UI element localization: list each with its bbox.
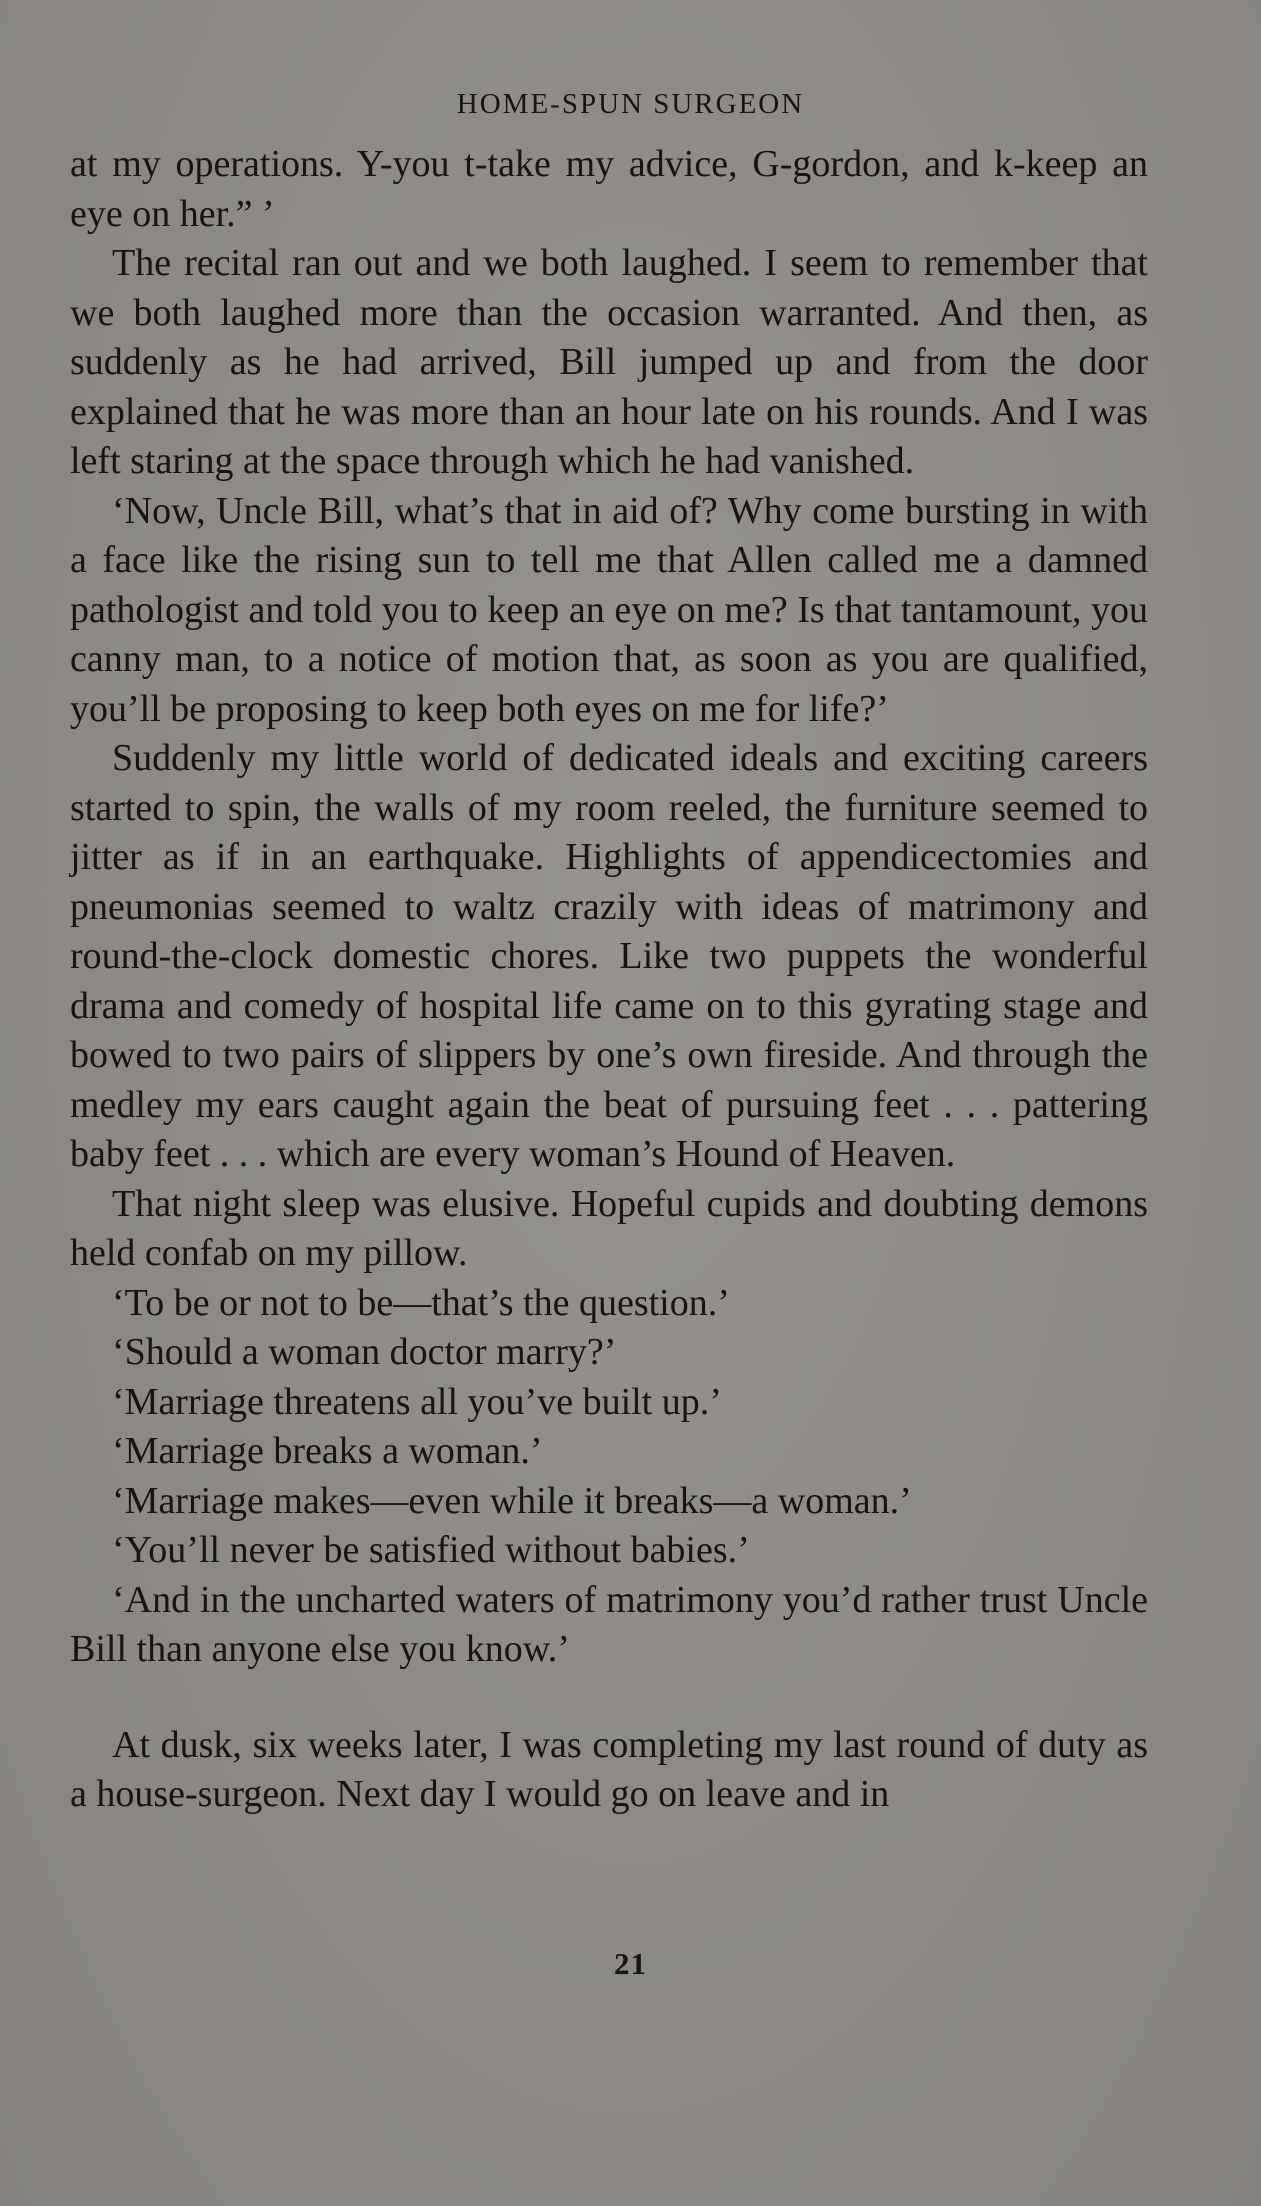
dialogue-line: ‘You’ll never be satisfied without babies.’ (112, 1529, 750, 1571)
dialogue-line: ‘Should a woman doctor marry?’ (112, 1331, 617, 1373)
paragraph: The recital ran out and we both laughed. I seem to remember that we both laughed more than the occasion warranted. And then, as suddenly as he had arrived, Bill jumped up and from the door explained that he was more than an hour late on his rounds. And I was left staring at the space through which he had vanished. (70, 242, 1148, 482)
dialogue-line: ‘Marriage breaks a woman.’ (112, 1430, 543, 1472)
running-head: HOME-SPUN SURGEON (456, 88, 805, 120)
dialogue-line: ‘And in the uncharted waters of matrimony you’d rather trust Uncle Bill than anyone else you know.’ (70, 1578, 1148, 1670)
paragraph: That night sleep was elusive. Hopeful cupids and doubting demons held confab on my pillow. (70, 1182, 1148, 1274)
dialogue-line: ‘Marriage makes—even while it breaks—a woman.’ (112, 1479, 912, 1522)
body-text (70, 140, 1148, 1820)
paragraph-section-start: At dusk, six weeks later, I was completing my last round of duty as a house-surgeon. Next day I would go on leave and in (70, 1723, 1148, 1815)
paragraph: Suddenly my little world of dedicated ideals and exciting careers started to spin, the walls of my room reeled, the furniture seemed to jitter as if in an earthquake. Highlights of appendicectomies and pneumonias seemed to waltz crazily with ideas of matrimony and round-the-clock domestic chores. Like two puppets the wonderful drama and comedy of hospital life came on to this gyrating stage and bowed to two pairs of slippers by one’s own fireside. And through the medley my ears caught again the beat of pursuing feet . . . pattering baby feet . . . which are every woman’s Hound of Heaven. (70, 737, 1148, 1175)
dialogue-line: ‘To be or not to be—that’s the question.’ (112, 1281, 730, 1324)
dialogue-line: ‘Marriage threatens all you’ve built up.’ (112, 1380, 722, 1423)
paragraph: ‘Now, Uncle Bill, what’s that in aid of? Why come bursting in with a face like the rising sun to tell me that Allen called me a damned pathologist and told you to keep an eye on me? Is that tantamount, you canny man, to a notice of motion that, as soon as you are qualified, you’ll be proposing to keep both eyes on me for life?’ (70, 489, 1148, 730)
paragraph-continuation: at my operations. Y-you t-take my advice, G-gordon, and k-keep an eye on her.” ’ (70, 143, 1148, 235)
page-number: 21 (614, 1946, 647, 1981)
